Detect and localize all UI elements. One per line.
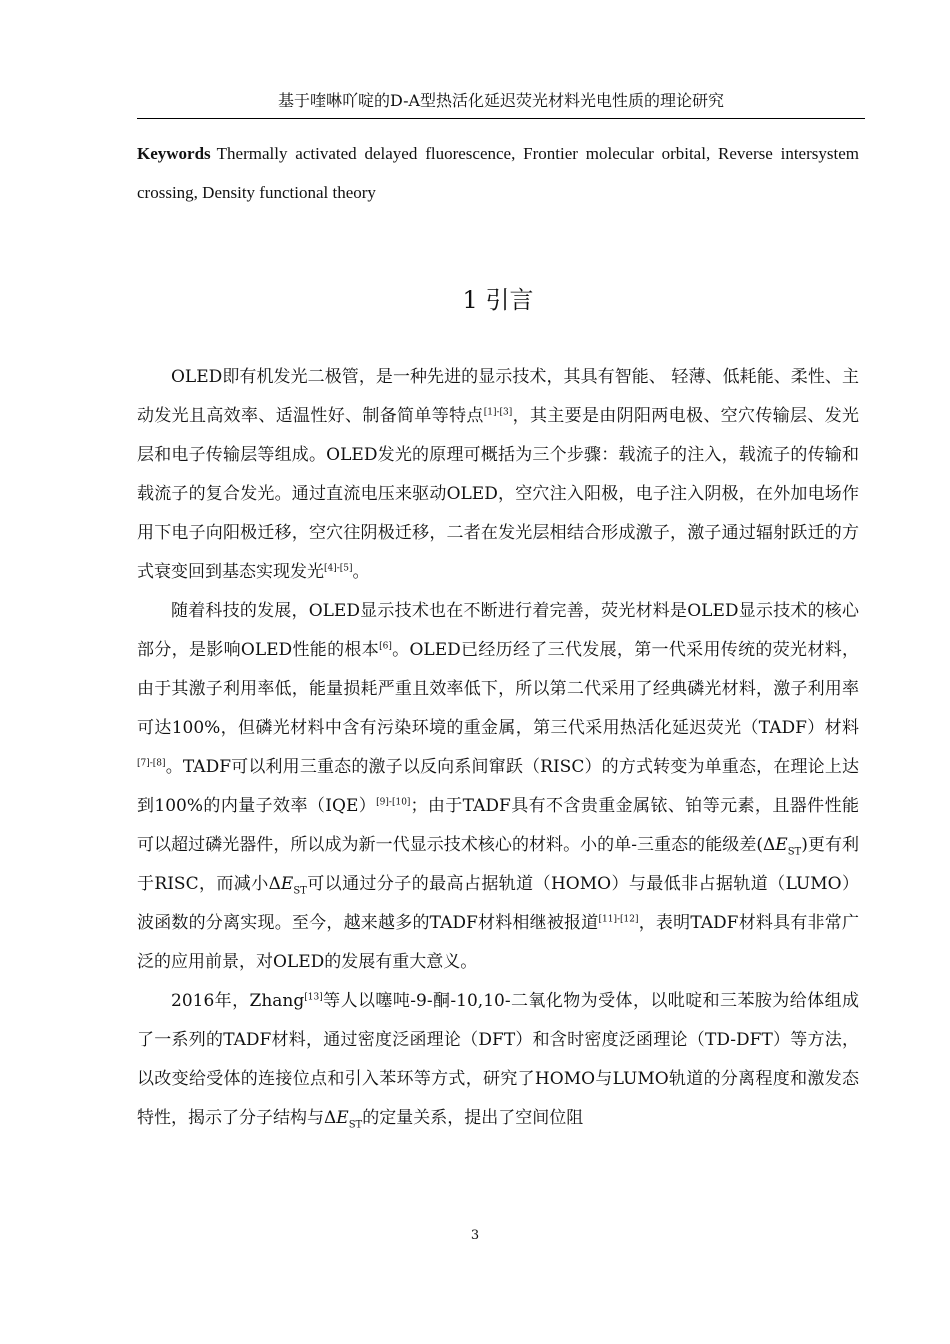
page-number: 3 [470,1228,480,1243]
running-header [137,90,865,119]
paragraph-text: 等人以噻吨-9-酮-10,10-二氧化物为受体，以吡啶和三苯胺为给体组成了一系列的TADF材料，通过密度泛函理论（DFT）和含时密度泛函理论（TD-DFT）等方法，以改变给受体的连接位点和引入苯环等方式，研究了HOMO与LUMO轨道的分离程度和激发态特性，揭示了分子结构与Δ [137,991,859,1128]
paragraph-text: ，表明TADF材料具有非常广泛的应用前景，对OLED的发展有重大意义。 [137,913,859,972]
paragraph-text: 随着科技的发展，OLED显示技术也在不断进行着完善，荧光材料是OLED显示技术的核心部分，是影响OLED性能的根本 [137,601,859,660]
paragraph-text: 。 [352,562,370,582]
paragraph-1 [137,358,859,592]
paragraph-text: 的定量关系，提出了空间位阻 [362,1108,584,1128]
paragraph-text: 可以通过分子的最高占据轨道（HOMO）与最低非占据轨道（LUMO）波函数的分离实现。至今，越来越多的TADF材料相继被报道 [137,874,860,933]
subscript-st: ST [787,846,802,858]
paragraph-2 [137,592,859,982]
paragraph-text: OLED即有机发光二极管，是一种先进的显示技术，其具有智能、 轻薄、低耗能、柔性、主动发光且高效率、适温性好、制备简单等特点 [137,367,859,426]
paragraph-text: ，其主要是由阴阳两电极、空穴传输层、发光层和电子传输层等组成。OLED发光的原理可概括为三个步骤：载流子的注入，载流子的传输和载流子的复合发光。通过直流电压来驱动OLED，空穴注入阳极，电子注入阴极，在外加电场作用下电子向阳极迁移，空穴往阴极迁移，二者在发光层相结合形成激子，激子通过辐射跃迁的方式衰变回到基态实现发光 [137,406,860,582]
paragraph-text: 2016年，Zhang [171,991,305,1011]
body-text [137,358,859,1138]
paragraph-3 [137,982,859,1138]
energy-symbol: E [775,835,788,855]
paragraph-text: 。TADF可以利用三重态的激子以反向系间窜跃（RISC）的方式转变为单重态，在理论上达到100%的内量子效率（IQE） [137,757,859,816]
keywords-block [137,134,859,212]
citation: [4]-[5] [324,563,353,574]
header-title: 基于喹啉吖啶的D-A型热活化延迟荧光材料光电性质的理论研究 [277,91,725,110]
section-title: 1 引言 [462,286,534,314]
keywords-text: Thermally activated delayed fluorescence, Frontier molecular orbital, Reverse intersystem crossing, Density functional theory [137,144,859,202]
paragraph-text: )更有利于RISC，而减小Δ [137,835,859,894]
paragraph-text: ；由于TADF具有不含贵重金属铱、铂等元素，且器件性能可以超过磷光器件，所以成为新一代显示技术核心的材料。小的单-三重态的能级差(Δ [137,796,859,855]
energy-symbol: E [336,1108,349,1128]
subscript-st: ST [293,885,307,897]
energy-symbol: E [280,874,294,894]
subscript-st: ST [348,1119,363,1131]
citation: [1]-[3] [483,407,513,418]
citation: [11]-[12] [598,914,639,925]
paragraph-text: 。OLED已经历经了三代发展，第一代采用传统的荧光材料，由于其激子利用率低，能量损耗严重且效率低下，所以第二代采用了经典磷光材料，激子利用率可达100%，但磷光材料中含有污染环境的重金属，第三代采用热活化延迟荧光（TADF）材料 [137,640,860,738]
citation: [9]-[10] [376,797,411,808]
citation: [7]-[8] [137,758,166,769]
citation: [6] [379,641,392,652]
citation: [13] [304,992,323,1003]
keywords-label: Keywords [137,144,211,163]
